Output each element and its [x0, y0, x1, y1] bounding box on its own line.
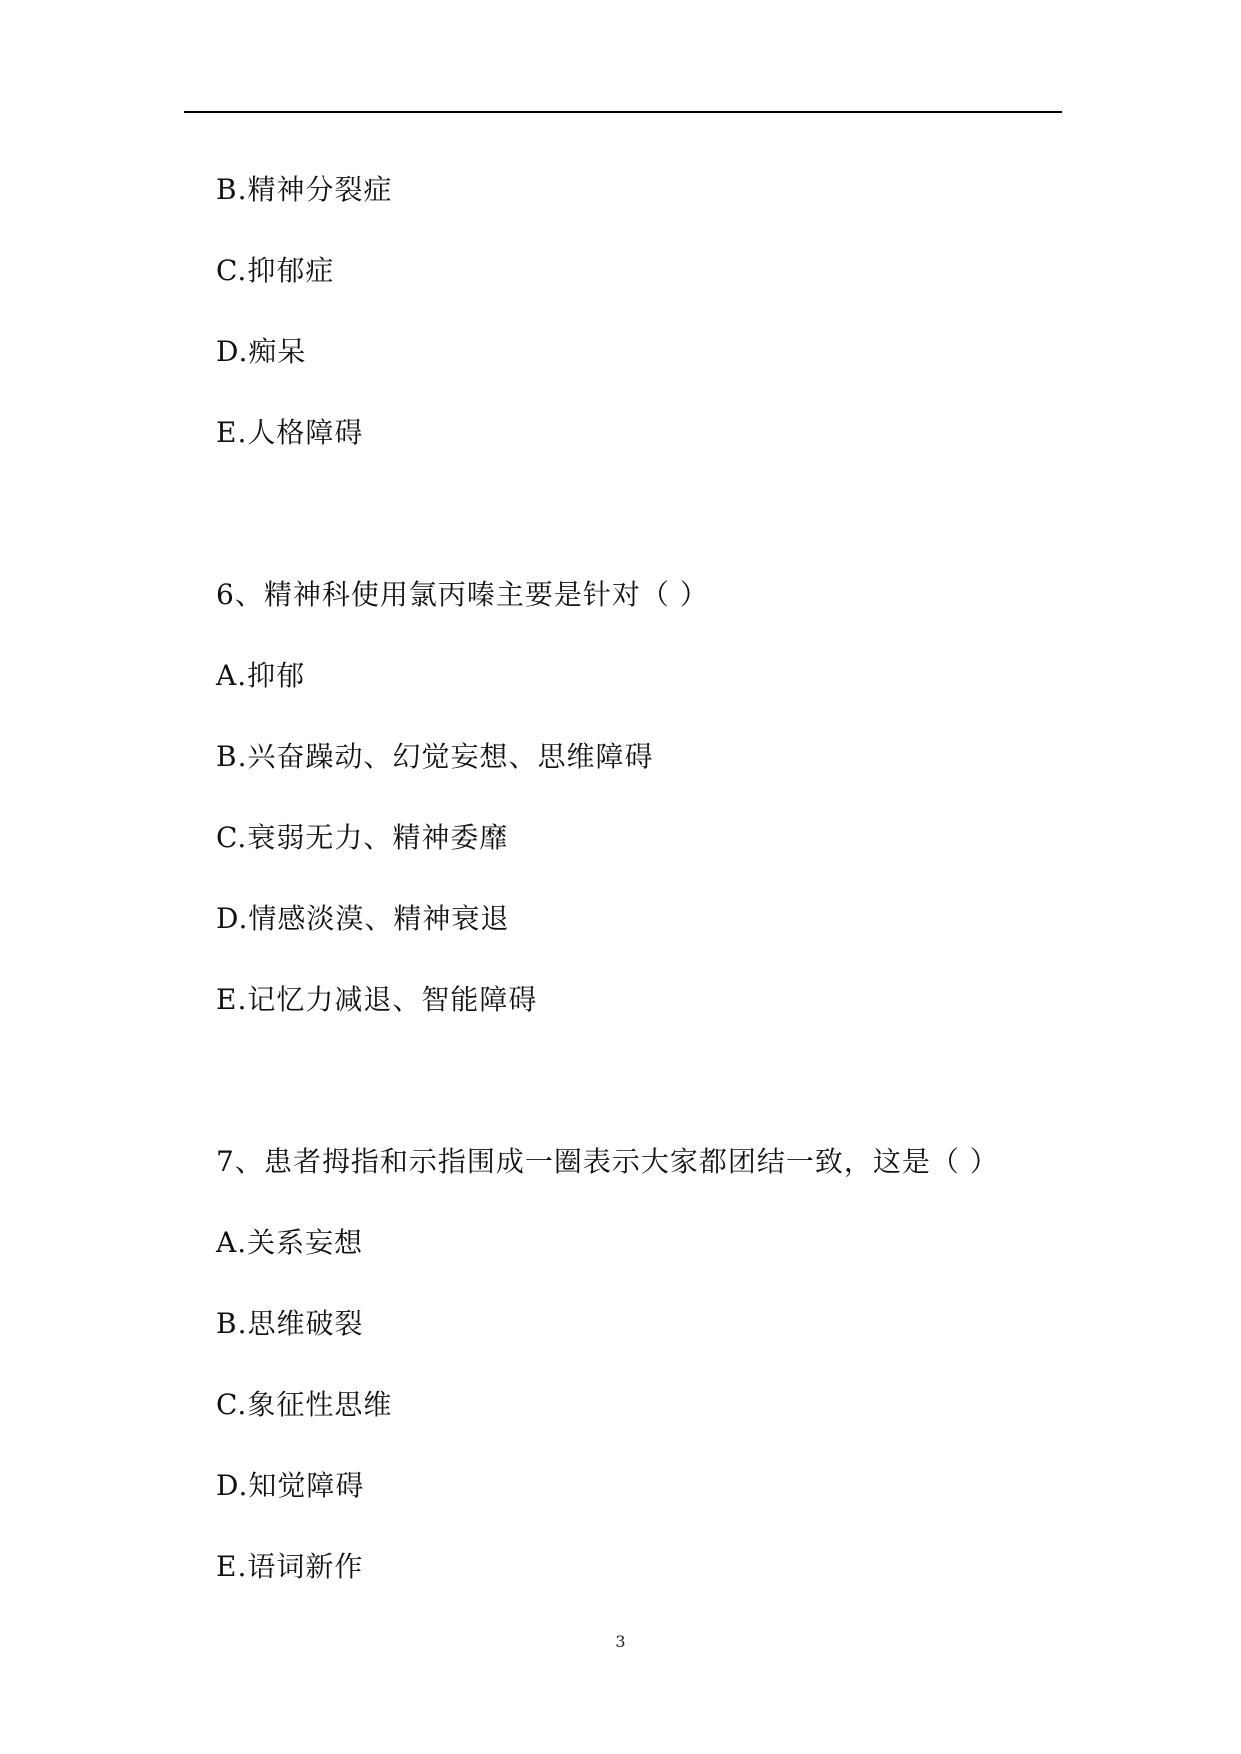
page-number: 3 [615, 1632, 626, 1651]
header-rule [184, 111, 1062, 113]
q7-option-a: A.关系妄想 [216, 1226, 364, 1259]
q6-stem: 6、精神科使用氯丙嗪主要是针对（ ） [216, 578, 709, 611]
q7-option-d: D.知觉障碍 [216, 1469, 365, 1502]
q7-option-b: B.思维破裂 [216, 1307, 364, 1340]
q6-option-b: B.兴奋躁动、幻觉妄想、思维障碍 [216, 740, 654, 773]
q6-option-d: D.情感淡漠、精神衰退 [216, 902, 510, 935]
q7-option-c: C.象征性思维 [216, 1388, 393, 1421]
q5-option-d: D.痴呆 [216, 335, 307, 368]
q7-option-e: E.语词新作 [216, 1550, 364, 1583]
q6-option-a: A.抑郁 [216, 659, 306, 692]
q6-option-c: C.衰弱无力、精神委靡 [216, 821, 509, 854]
q5-option-e: E.人格障碍 [216, 416, 364, 449]
q7-stem: 7、患者拇指和示指围成一圈表示大家都团结一致，这是（ ） [216, 1145, 999, 1178]
q5-option-c: C.抑郁症 [216, 254, 335, 287]
q6-option-e: E.记忆力减退、智能障碍 [216, 983, 538, 1016]
q5-option-b: B.精神分裂症 [216, 173, 393, 206]
